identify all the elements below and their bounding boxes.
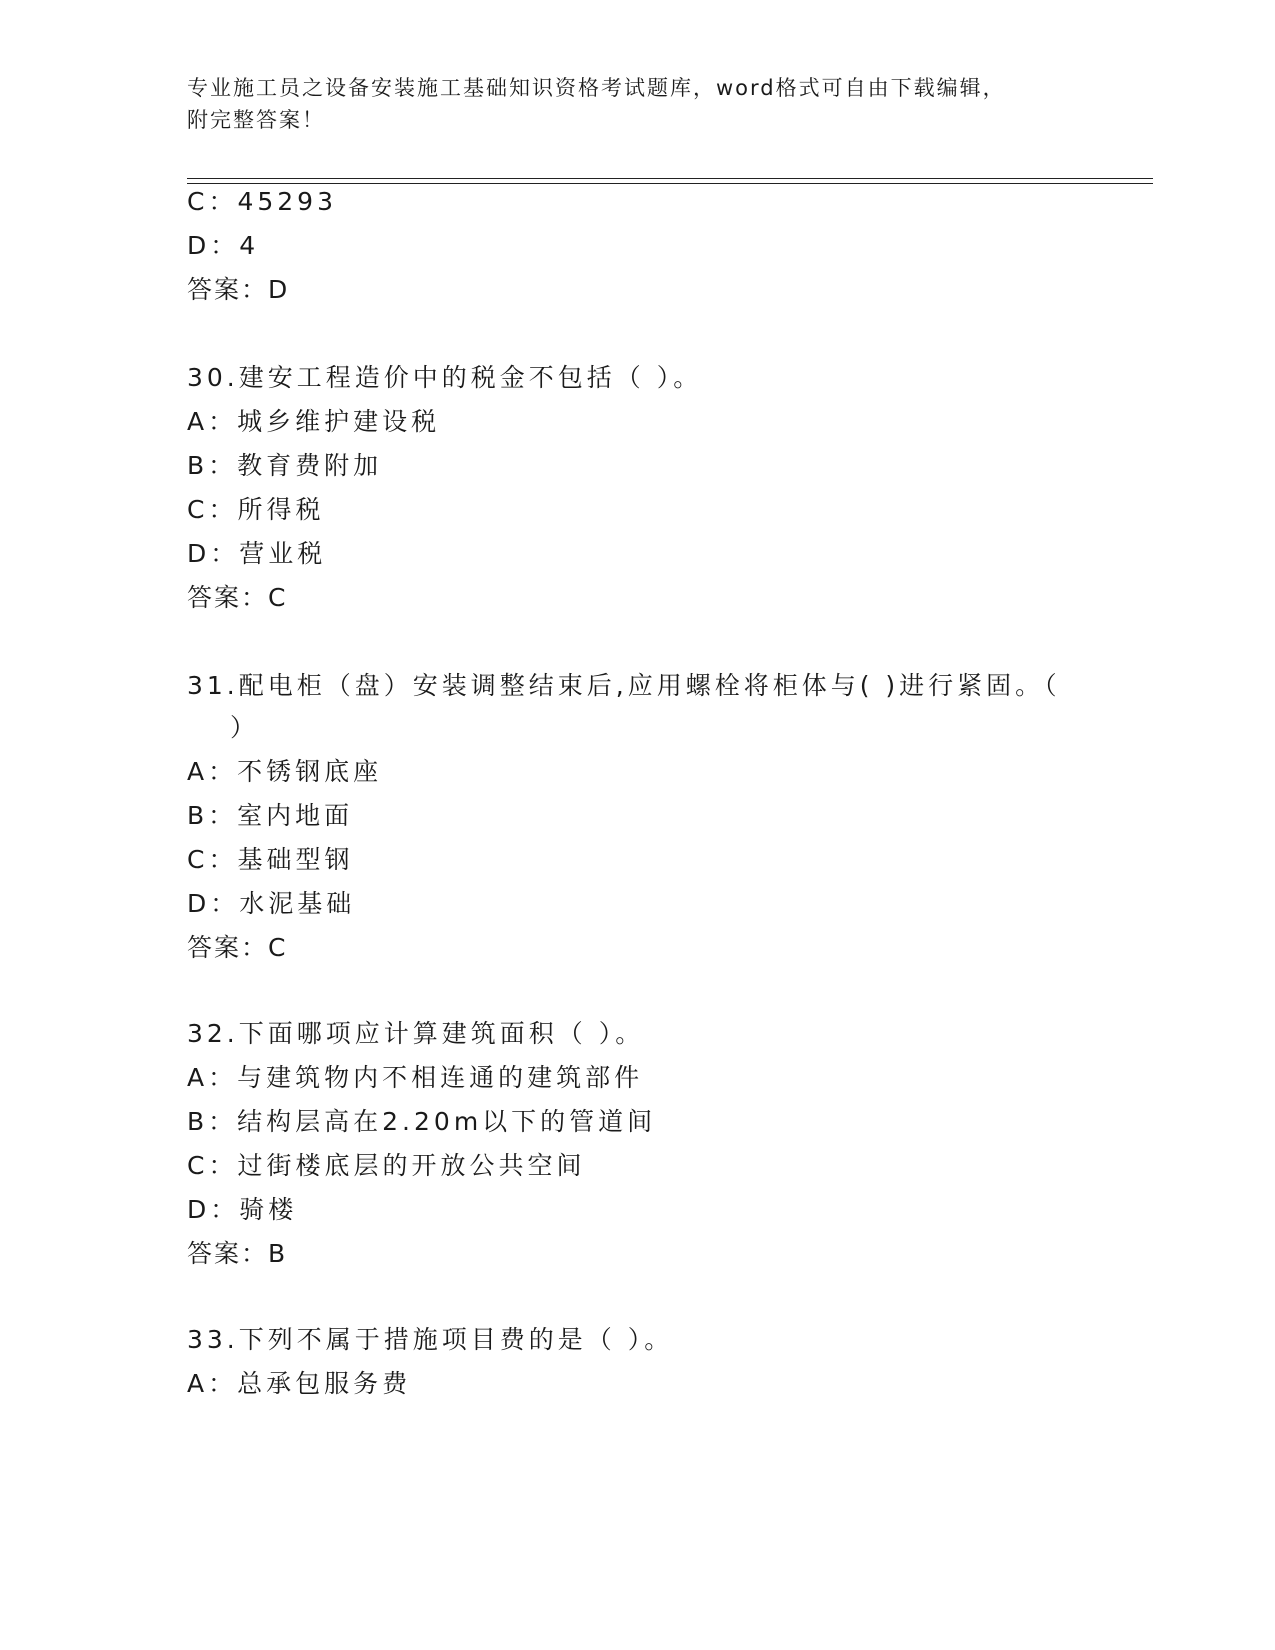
- question-32-option-c: C：过街楼底层的开放公共空间: [187, 1151, 586, 1180]
- question-31-option-a: A：不锈钢底座: [187, 757, 383, 786]
- prev-option-d: D：4: [187, 231, 260, 260]
- document-header: [187, 72, 1067, 136]
- header-divider-bottom: [187, 183, 1153, 184]
- question-30-stem: 30.建安工程造价中的税金不包括（ ）。: [187, 363, 703, 392]
- question-30-option-d: D：营业税: [187, 539, 327, 568]
- question-32-option-b: B：结构层高在2.20m以下的管道间: [187, 1107, 657, 1136]
- question-31-option-b: B：室内地面: [187, 801, 354, 830]
- question-33-option-a: A：总承包服务费: [187, 1369, 412, 1398]
- question-30-answer: 答案：C: [187, 583, 288, 612]
- question-30-option-a: A：城乡维护建设税: [187, 407, 441, 436]
- header-line-1: 专业施工员之设备安装施工基础知识资格考试题库，word格式可自由下载编辑，: [187, 76, 1006, 100]
- header-line-2: 附完整答案！: [187, 108, 325, 132]
- question-32-answer: 答案：B: [187, 1239, 288, 1268]
- question-31-option-d: D：水泥基础: [187, 889, 356, 918]
- question-32-option-a: A：与建筑物内不相连通的建筑部件: [187, 1063, 644, 1092]
- question-33-stem: 33.下列不属于措施项目费的是（ ）。: [187, 1325, 674, 1354]
- prev-option-c: C：45293: [187, 187, 337, 216]
- question-31-stem-continued: ）: [230, 713, 260, 742]
- question-32-stem: 32.下面哪项应计算建筑面积（ ）。: [187, 1019, 645, 1048]
- question-31-answer: 答案：C: [187, 933, 288, 962]
- question-32-option-d: D：骑楼: [187, 1195, 298, 1224]
- question-31-option-c: C：基础型钢: [187, 845, 354, 874]
- prev-answer: 答案：D: [187, 275, 290, 304]
- question-30-option-c: C：所得税: [187, 495, 325, 524]
- header-divider-top: [187, 178, 1153, 179]
- question-30-option-b: B：教育费附加: [187, 451, 383, 480]
- question-31-stem: 31.配电柜（盘）安装调整结束后,应用螺栓将柜体与( )进行紧固。（: [187, 671, 1061, 700]
